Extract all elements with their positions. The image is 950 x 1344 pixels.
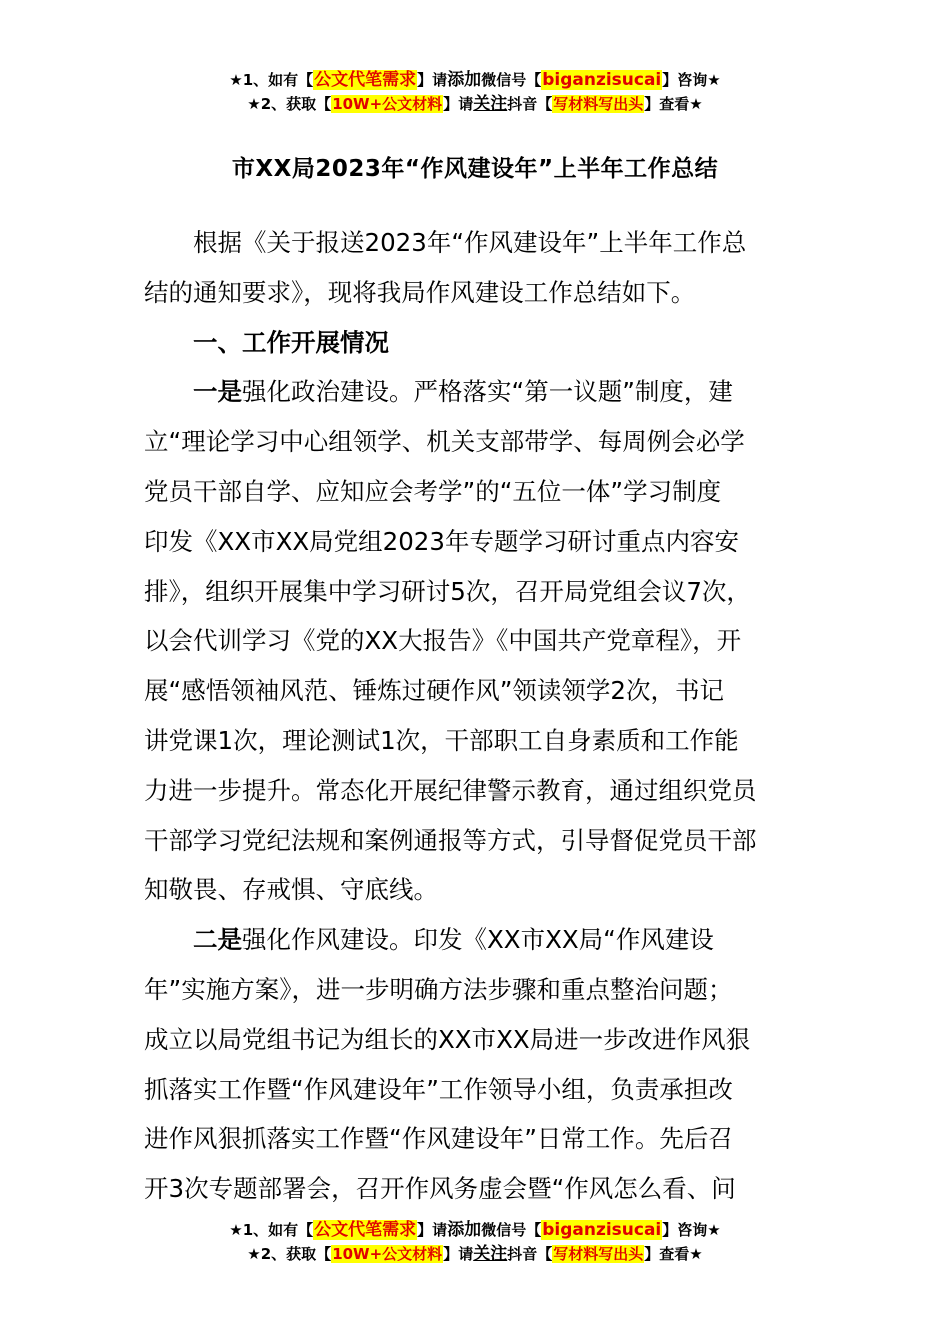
paragraph-line <box>144 517 814 567</box>
paragraph-line <box>144 417 814 467</box>
paragraph-text: 知敬畏、存戒惧、守底线。 <box>144 875 438 905</box>
paragraph-text: 立“理论学习中心组领学、机关支部带学、每周例会必学 <box>144 427 745 457</box>
paragraph-line <box>144 467 814 517</box>
section-heading <box>144 318 814 368</box>
paragraph-line <box>144 218 814 268</box>
paragraph-line <box>144 616 814 666</box>
promo-line-1 <box>0 68 950 92</box>
promo-text: 】请 <box>417 71 448 89</box>
paragraph-line <box>144 716 814 766</box>
promo-text: 】请 <box>443 1245 474 1263</box>
paragraph-text: 结的通知要求》，现将我局作风建设工作总结如下。 <box>144 277 696 307</box>
promo-highlight-wechat: biganzisucai <box>542 1220 662 1240</box>
promo-highlight: 公文代笔需求 <box>314 1220 417 1240</box>
paragraph-text: 力进一步提升。常态化开展纪律警示教育，通过组织党员 <box>144 775 757 805</box>
paragraph-line <box>144 766 814 816</box>
promo-line-2 <box>0 92 950 116</box>
paragraph-line <box>144 1164 814 1214</box>
promo-text: 】请 <box>443 95 474 113</box>
paragraph-line <box>144 1114 814 1164</box>
paragraph-line <box>144 367 814 417</box>
paragraph-line <box>144 1065 814 1115</box>
paragraph-text: 展“感悟领袖风范、锤炼过硬作风”领读领学2次，书记 <box>144 676 724 706</box>
paragraph-line <box>144 1015 814 1065</box>
paragraph-text: 以会代训学习《党的XX大报告》《中国共产党章程》，开 <box>144 626 742 656</box>
promo-text: ★2、获取【 <box>247 1245 332 1263</box>
promo-highlight-douyin: 写材料写出头 <box>553 95 644 113</box>
promo-text: 抖音【 <box>507 95 553 113</box>
promo-text: 】咨询★ <box>662 71 721 89</box>
paragraph-line <box>144 268 814 318</box>
document-title: 市XX局2023年“作风建设年”上半年工作总结 <box>231 156 719 182</box>
paragraph-text: 根据《关于报送2023年“作风建设年”上半年工作总 <box>193 228 747 257</box>
promo-text: 微信号【 <box>481 71 542 89</box>
paragraph-lead: 一、工作开展情况 <box>193 327 389 357</box>
promo-text: ★1、如有【 <box>229 71 314 89</box>
promo-emphasis: 关注 <box>473 1244 508 1264</box>
paragraph-line <box>144 567 814 617</box>
promo-text: 】请 <box>417 1221 448 1239</box>
promo-line-2 <box>0 1242 950 1266</box>
paragraph-text: 党员干部自学、应知应会考学”的“五位一体”学习制度 <box>144 476 722 506</box>
promo-banner-bottom <box>0 1218 950 1266</box>
paragraph-text: 干部学习党纪法规和案例通报等方式，引导督促党员干部 <box>144 825 757 855</box>
promo-emphasis: 添加 <box>447 1220 482 1240</box>
promo-highlight: 10W+公文材料 <box>332 1245 443 1263</box>
promo-emphasis: 添加 <box>447 70 482 90</box>
paragraph-line <box>144 965 814 1015</box>
paragraph-text: 印发《XX市XX局党组2023年专题学习研讨重点内容安 <box>144 526 739 556</box>
paragraph-text: 排》，组织开展集中学习研讨5次，召开局党组会议7次， <box>144 576 751 606</box>
paragraph-text: 讲党课1次，理论测试1次，干部职工自身素质和工作能 <box>144 725 739 755</box>
paragraph-text: 强化作风建设。印发《XX市XX局“作风建设 <box>242 925 714 955</box>
promo-text: 】查看★ <box>644 1245 703 1263</box>
paragraph-line <box>144 915 814 965</box>
promo-text: 】查看★ <box>644 95 703 113</box>
document-body <box>144 218 814 1214</box>
promo-highlight: 10W+公文材料 <box>332 95 443 113</box>
promo-highlight-wechat: biganzisucai <box>542 70 662 90</box>
promo-emphasis: 关注 <box>473 94 508 114</box>
promo-highlight: 公文代笔需求 <box>314 70 417 90</box>
paragraph-text: 年”实施方案》，进一步明确方法步骤和重点整治问题； <box>144 974 733 1004</box>
paragraph-text: 开3次专题部署会，召开作风务虚会暨“作风怎么看、问 <box>144 1174 736 1204</box>
paragraph-text: 强化政治建设。严格落实“第一议题”制度，建 <box>242 377 733 407</box>
paragraph-line <box>144 666 814 716</box>
promo-text: ★2、获取【 <box>247 95 332 113</box>
promo-line-1 <box>0 1218 950 1242</box>
paragraph-text: 成立以局党组书记为组长的XX市XX局进一步改进作风狠 <box>144 1024 751 1054</box>
paragraph-text: 进作风狠抓落实工作暨“作风建设年”日常工作。先后召 <box>144 1124 733 1154</box>
promo-text: 抖音【 <box>507 1245 553 1263</box>
paragraph-lead: 一是 <box>193 377 242 407</box>
paragraph-text: 抓落实工作暨“作风建设年”工作领导小组，负责承担改 <box>144 1074 733 1104</box>
promo-banner-top <box>0 68 950 116</box>
paragraph-line <box>144 865 814 915</box>
paragraph-line <box>144 816 814 866</box>
promo-text: 微信号【 <box>481 1221 542 1239</box>
promo-text: ★1、如有【 <box>229 1221 314 1239</box>
paragraph-lead: 二是 <box>193 925 242 955</box>
promo-highlight-douyin: 写材料写出头 <box>553 1245 644 1263</box>
promo-text: 】咨询★ <box>662 1221 721 1239</box>
